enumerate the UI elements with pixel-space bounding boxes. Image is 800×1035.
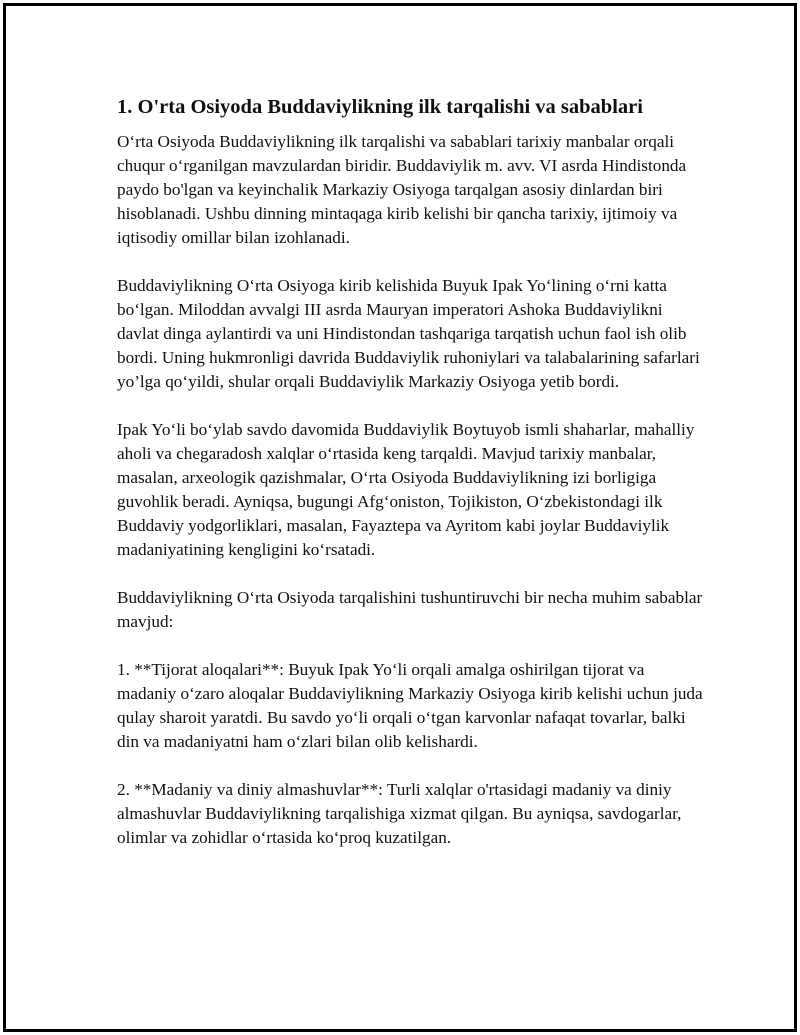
paragraph-intro: O‘rta Osiyoda Buddaviylikning ilk tarqalishi va sabablari tarixiy manbalar orqali chuqur o‘rganilgan mavzulardan biridir. Buddaviylik m. avv. VI asrda Hindistonda paydo bo'lgan va keyinchalik Markaziy Osiyoga tarqalgan asosiy dinlardan biri hisoblanadi. Ushbu dinning mintaqaga kirib kelishi bir qancha tarixiy, ijtimoiy va iqtisodiy omillar bilan izohlanadi. xyxy=(117,132,687,247)
paragraph-reason-cultural: 2. **Madaniy va diniy almashuvlar**: Turli xalqlar o'rtasidagi madaniy va diniy almashuvlar Buddaviylikning tarqalishiga xizmat qilgan. Bu ayniqsa, savdogarlar, olimlar va zohidlar o‘rtasida ko‘proq kuzatilgan. xyxy=(117,780,682,847)
paragraph-reasons-intro: Buddaviylikning O‘rta Osiyoda tarqalishini tushuntiruvchi bir necha muhim sabablar mavjud: xyxy=(117,588,703,631)
paragraph-trade-spread: Ipak Yo‘li bo‘ylab savdo davomida Buddaviylik Boytuyob ismli shaharlar, mahalliy aholi va chegaradosh xalqlar o‘rtasida keng tarqaldi. Mavjud tarixiy manbalar, masalan, arxeologik qazishmalar, O‘rta Osiyoda Buddaviylikning izi borligiga guvohlik beradi. Ayniqsa, bugungi Afg‘oniston, Tojikiston, O‘zbekistondagi ilk Buddaviy yodgorliklari, masalan, Fayaztepa va Ayritom kabi joylar Buddaviylik madaniyatining kengligini ko‘rsatadi. xyxy=(117,420,695,559)
document-body xyxy=(117,93,707,874)
paragraph-silk-road: Buddaviylikning O‘rta Osiyoga kirib kelishida Buyuk Ipak Yo‘lining o‘rni katta bo‘lgan. Miloddan avvalgi III asrda Mauryan imperatori Ashoka Buddaviylikni davlat dinga aylantirdi va uni Hindistondan tashqariga tarqatish uchun faol ish olib bordi. Uning hukmronligi davrida Buddaviylik ruhoniylari va talabalarining safarlari yo’lga qo‘yildi, shular orqali Buddaviylik Markaziy Osiyoga yetib bordi. xyxy=(117,276,700,391)
document-title: 1. O'rta Osiyoda Buddaviylikning ilk tarqalishi va sabablari xyxy=(117,96,643,118)
paragraph-reason-trade: 1. **Tijorat aloqalari**: Buyuk Ipak Yo‘li orqali amalga oshirilgan tijorat va madaniy o‘zaro aloqalar Buddaviylikning Markaziy Osiyoga kirib kelishi uchun juda qulay sharoit yaratdi. Bu savdo yo‘li orqali o‘tgan karvonlar nafaqat tovarlar, balki din va madaniyatni ham o‘zlari bilan olib kelishardi. xyxy=(117,660,703,751)
